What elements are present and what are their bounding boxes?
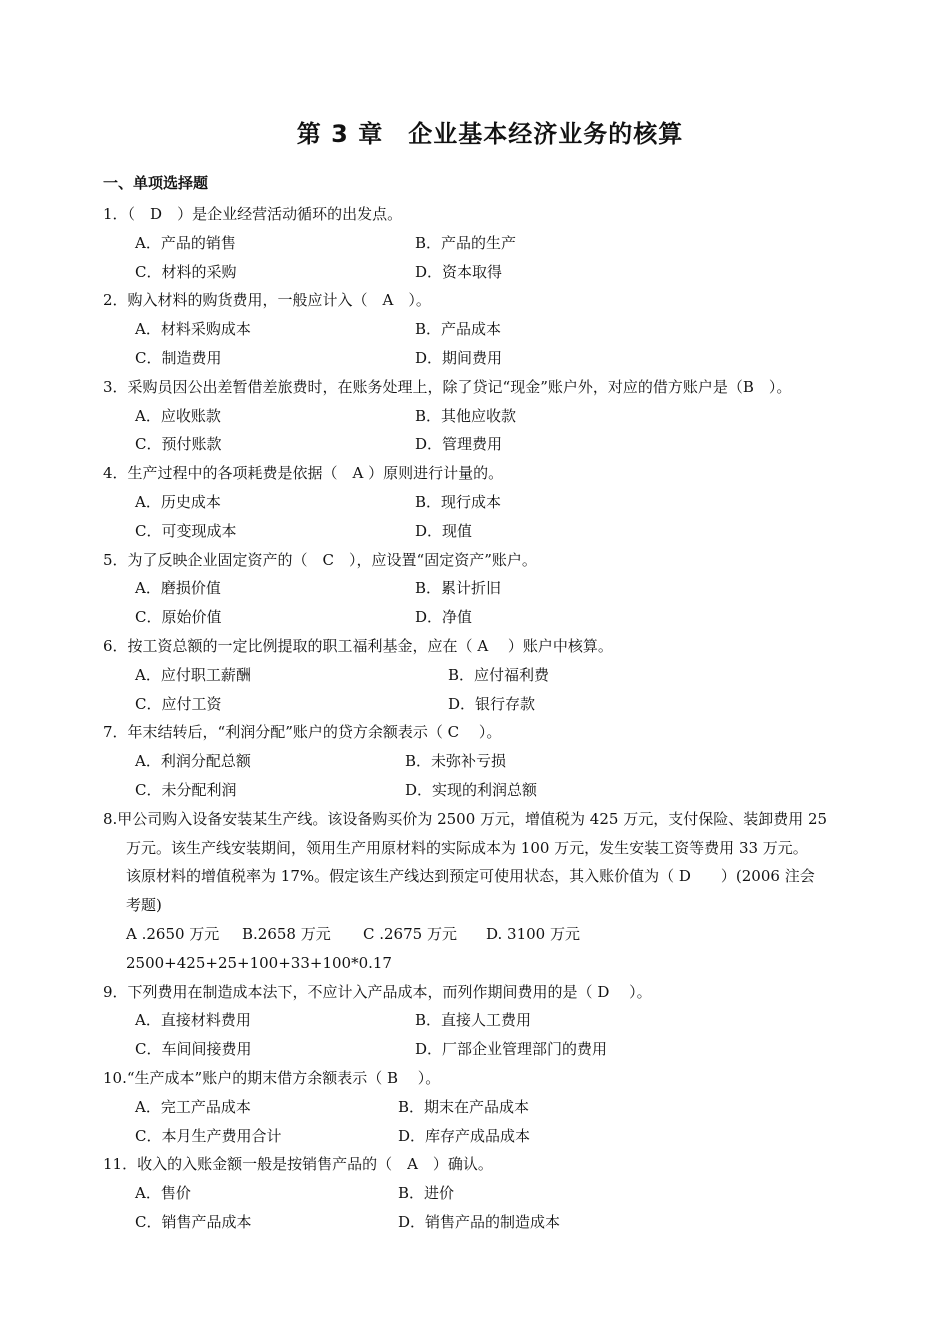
option: C．可变现成本: [135, 521, 237, 540]
option: A．利润分配总额: [135, 752, 251, 771]
option: D．管理费用: [415, 435, 503, 454]
question-stem: 9．下列费用在制造成本法下，不应计入产品成本，而列作期间费用的是（ D ）。: [103, 982, 652, 1001]
option-row: [103, 690, 883, 719]
question-stem: 11．收入的入账金额一般是按销售产品的（ A ）确认。: [103, 1155, 493, 1174]
question-stem-line: 万元。该生产线安装期间，领用生产用原材料的实际成本为 100 万元，发生安装工资等费用 33 万元。: [126, 838, 808, 857]
option: D. 3100 万元: [486, 924, 580, 943]
option: A．完工产品成本: [135, 1097, 251, 1116]
option-row: [103, 344, 883, 373]
option-row: [103, 1035, 883, 1064]
option: B．现行成本: [415, 492, 502, 511]
option: B．进价: [398, 1184, 455, 1203]
option: D．现值: [415, 521, 473, 540]
option: C．材料的采购: [135, 262, 237, 281]
option: B.2658 万元: [242, 924, 331, 943]
option: A．直接材料费用: [135, 1011, 251, 1030]
option: D．银行存款: [448, 694, 536, 713]
question-stem-line: 考题): [126, 896, 162, 915]
option: B．未弥补亏损: [405, 752, 507, 771]
option-row: [103, 1093, 883, 1122]
option: B．产品成本: [415, 320, 502, 339]
option: A．磨损价值: [135, 579, 221, 598]
option: C．本月生产费用合计: [135, 1126, 282, 1145]
option-row: [103, 920, 883, 949]
question-stem: 1．（ D ）是企业经营活动循环的出发点。: [103, 205, 403, 223]
option: A．应收账款: [135, 406, 221, 425]
section-heading: 一、单项选择题: [103, 174, 209, 192]
option: C．销售产品成本: [135, 1212, 252, 1231]
option-row: [103, 776, 883, 805]
question-list: [103, 200, 883, 1237]
option-row: [103, 574, 883, 603]
option-row: [103, 1122, 883, 1151]
question-stem-line: 8.甲公司购入设备安装某生产线。该设备购买价为 2500 万元，增值税为 425 万元，支付保险、装卸费用 25: [103, 809, 828, 828]
option-row: [103, 517, 883, 546]
option: A．材料采购成本: [135, 320, 251, 339]
option: A．历史成本: [135, 492, 221, 511]
option: B．产品的生产: [415, 233, 517, 252]
question-stem: 4．生产过程中的各项耗费是依据（ A ）原则进行计量的。: [103, 464, 504, 483]
option: D．厂部企业管理部门的费用: [415, 1040, 608, 1059]
option: C．车间间接费用: [135, 1040, 252, 1059]
option: D．期间费用: [415, 348, 503, 367]
option-row: [103, 1179, 883, 1208]
option: C．未分配利润: [135, 780, 237, 799]
chapter-title: 第 3 章 企业基本经济业务的核算: [296, 120, 684, 148]
question-stem: 3．采购员因公出差暂借差旅费时，在账务处理上，除了贷记“现金”账户外，对应的借方账户是（B ）。: [103, 377, 792, 396]
option-row: [103, 229, 883, 258]
option: D．净值: [415, 608, 473, 627]
option: D．实现的利润总额: [405, 780, 538, 799]
option: B．其他应收款: [415, 406, 517, 425]
option: B．累计折旧: [415, 579, 502, 598]
option-row: [103, 488, 883, 517]
option: B．应付福利费: [448, 665, 550, 684]
option: B．直接人工费用: [415, 1011, 532, 1030]
option: A．产品的销售: [135, 233, 236, 252]
option: D．库存产成品成本: [398, 1126, 531, 1145]
question-stem: 7．年末结转后，“利润分配”账户的贷方余额表示（ C ）。: [103, 723, 502, 742]
option-row: [103, 661, 883, 690]
option-row: [103, 747, 883, 776]
option: A．应付职工薪酬: [135, 665, 251, 684]
question-stem: 6．按工资总额的一定比例提取的职工福利基金，应在（ A ）账户中核算。: [103, 636, 613, 655]
option: C．制造费用: [135, 348, 222, 367]
option: D．销售产品的制造成本: [398, 1212, 561, 1231]
option: C．应付工资: [135, 694, 222, 713]
option: C .2675 万元: [363, 924, 457, 943]
option: C．原始价值: [135, 608, 222, 627]
option-row: [103, 402, 883, 431]
option: C．预付账款: [135, 435, 222, 454]
option: A .2650 万元: [126, 924, 220, 943]
option: B．期末在产品成本: [398, 1097, 530, 1116]
calculation-note: 2500+425+25+100+33+100*0.17: [126, 953, 392, 972]
option-row: [103, 258, 883, 287]
question-stem: 2．购入材料的购货费用，一般应计入（ A ）。: [103, 291, 431, 310]
option-row: [103, 603, 883, 632]
option: D．资本取得: [415, 262, 503, 281]
question-stem-line: 该原材料的增值税率为 17%。假定该生产线达到预定可使用状态，其入账价值为（ D ）(2006 注会: [126, 867, 815, 886]
option-row: [103, 1208, 883, 1237]
question-stem: 5．为了反映企业固定资产的（ C ），应设置“固定资产”账户。: [103, 550, 537, 569]
option: A．售价: [135, 1184, 191, 1203]
option-row: [103, 1006, 883, 1035]
question-stem-multiline: [103, 805, 883, 920]
option-row: [103, 315, 883, 344]
question-stem: 10.“生产成本”账户的期末借方余额表示（ B ）。: [103, 1068, 441, 1087]
option-row: [103, 430, 883, 459]
